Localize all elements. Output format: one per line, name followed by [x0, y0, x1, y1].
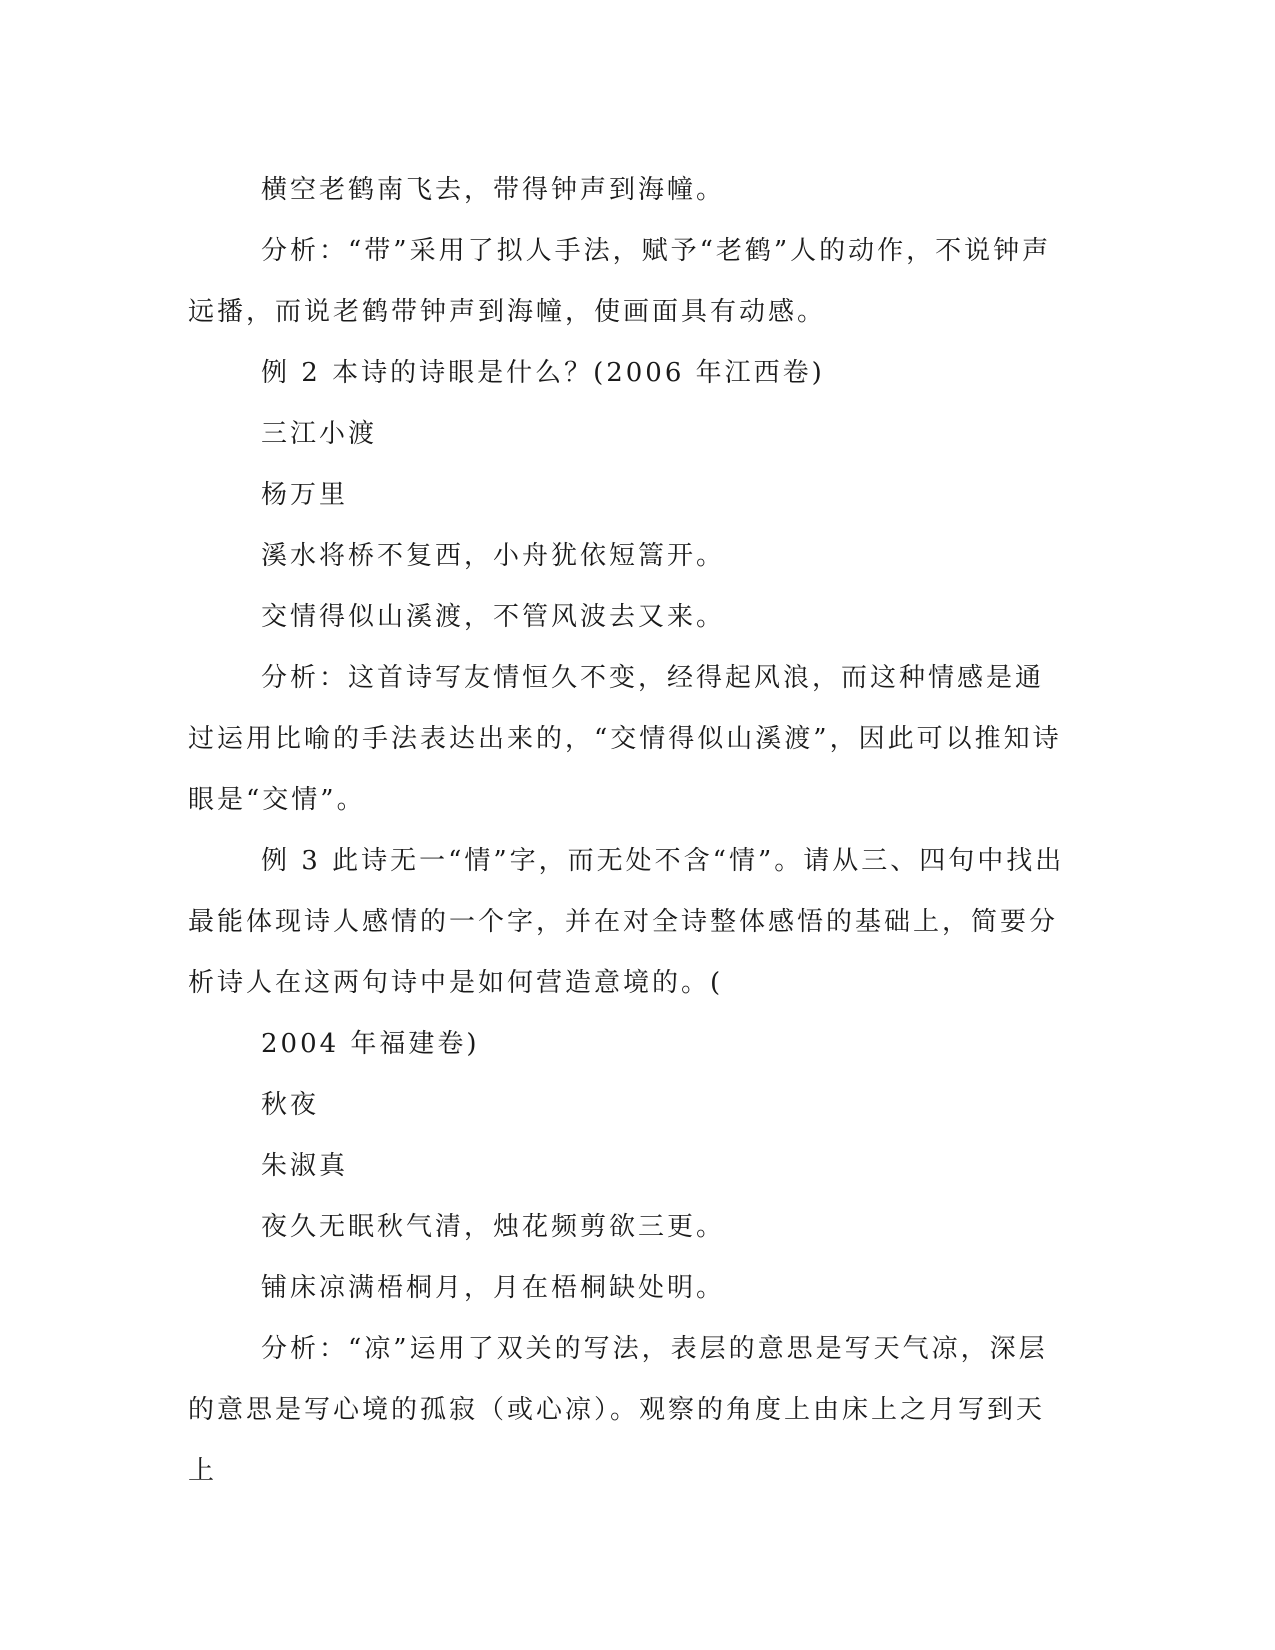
analysis-paragraph-liang: 分析：“凉”运用了双关的写法，表层的意思是写天气凉，深层的意思是写心境的孤寂（或心凉）。观察的角度上由床上之月写到天上 — [188, 1334, 1048, 1486]
poem-line-haichuang: 横空老鹤南飞去，带得钟声到海幢。 — [261, 175, 726, 205]
poem-author-zhu-shuzhen: 朱淑真 — [261, 1151, 349, 1181]
document-body — [188, 160, 1068, 1502]
example-3-source: 2004 年福建卷) — [261, 1029, 480, 1059]
poem-line-4: 铺床凉满梧桐月，月在梧桐缺处明。 — [261, 1273, 726, 1303]
poem-line-3: 夜久无眠秋气清，烛花频剪欲三更。 — [261, 1212, 726, 1242]
poem-line-2: 交情得似山溪渡，不管风波去又来。 — [261, 602, 726, 632]
example-2-question: 例 2 本诗的诗眼是什么？(2006 年江西卷) — [261, 358, 825, 388]
analysis-paragraph-jiaoqing: 分析：这首诗写友情恒久不变，经得起风浪，而这种情感是通过运用比喻的手法表达出来的，“交情得似山溪渡”，因此可以推知诗眼是“交情”。 — [188, 663, 1062, 815]
poem-author-yang-wanli: 杨万里 — [261, 480, 349, 510]
poem-line-1: 溪水将桥不复西，小舟犹依短篙开。 — [261, 541, 726, 571]
example-3-question: 例 3 此诗无一“情”字，而无处不含“情”。请从三、四句中找出最能体现诗人感情的一个字，并在对全诗整体感悟的基础上，简要分析诗人在这两句诗中是如何营造意境的。( — [188, 846, 1065, 998]
poem-title-qiuye: 秋夜 — [261, 1090, 320, 1120]
analysis-paragraph-dai: 分析：“带”采用了拟人手法，赋予“老鹤”人的动作，不说钟声远播，而说老鹤带钟声到海幢，使画面具有动感。 — [188, 236, 1052, 327]
poem-title-sanjiang: 三江小渡 — [261, 419, 378, 449]
